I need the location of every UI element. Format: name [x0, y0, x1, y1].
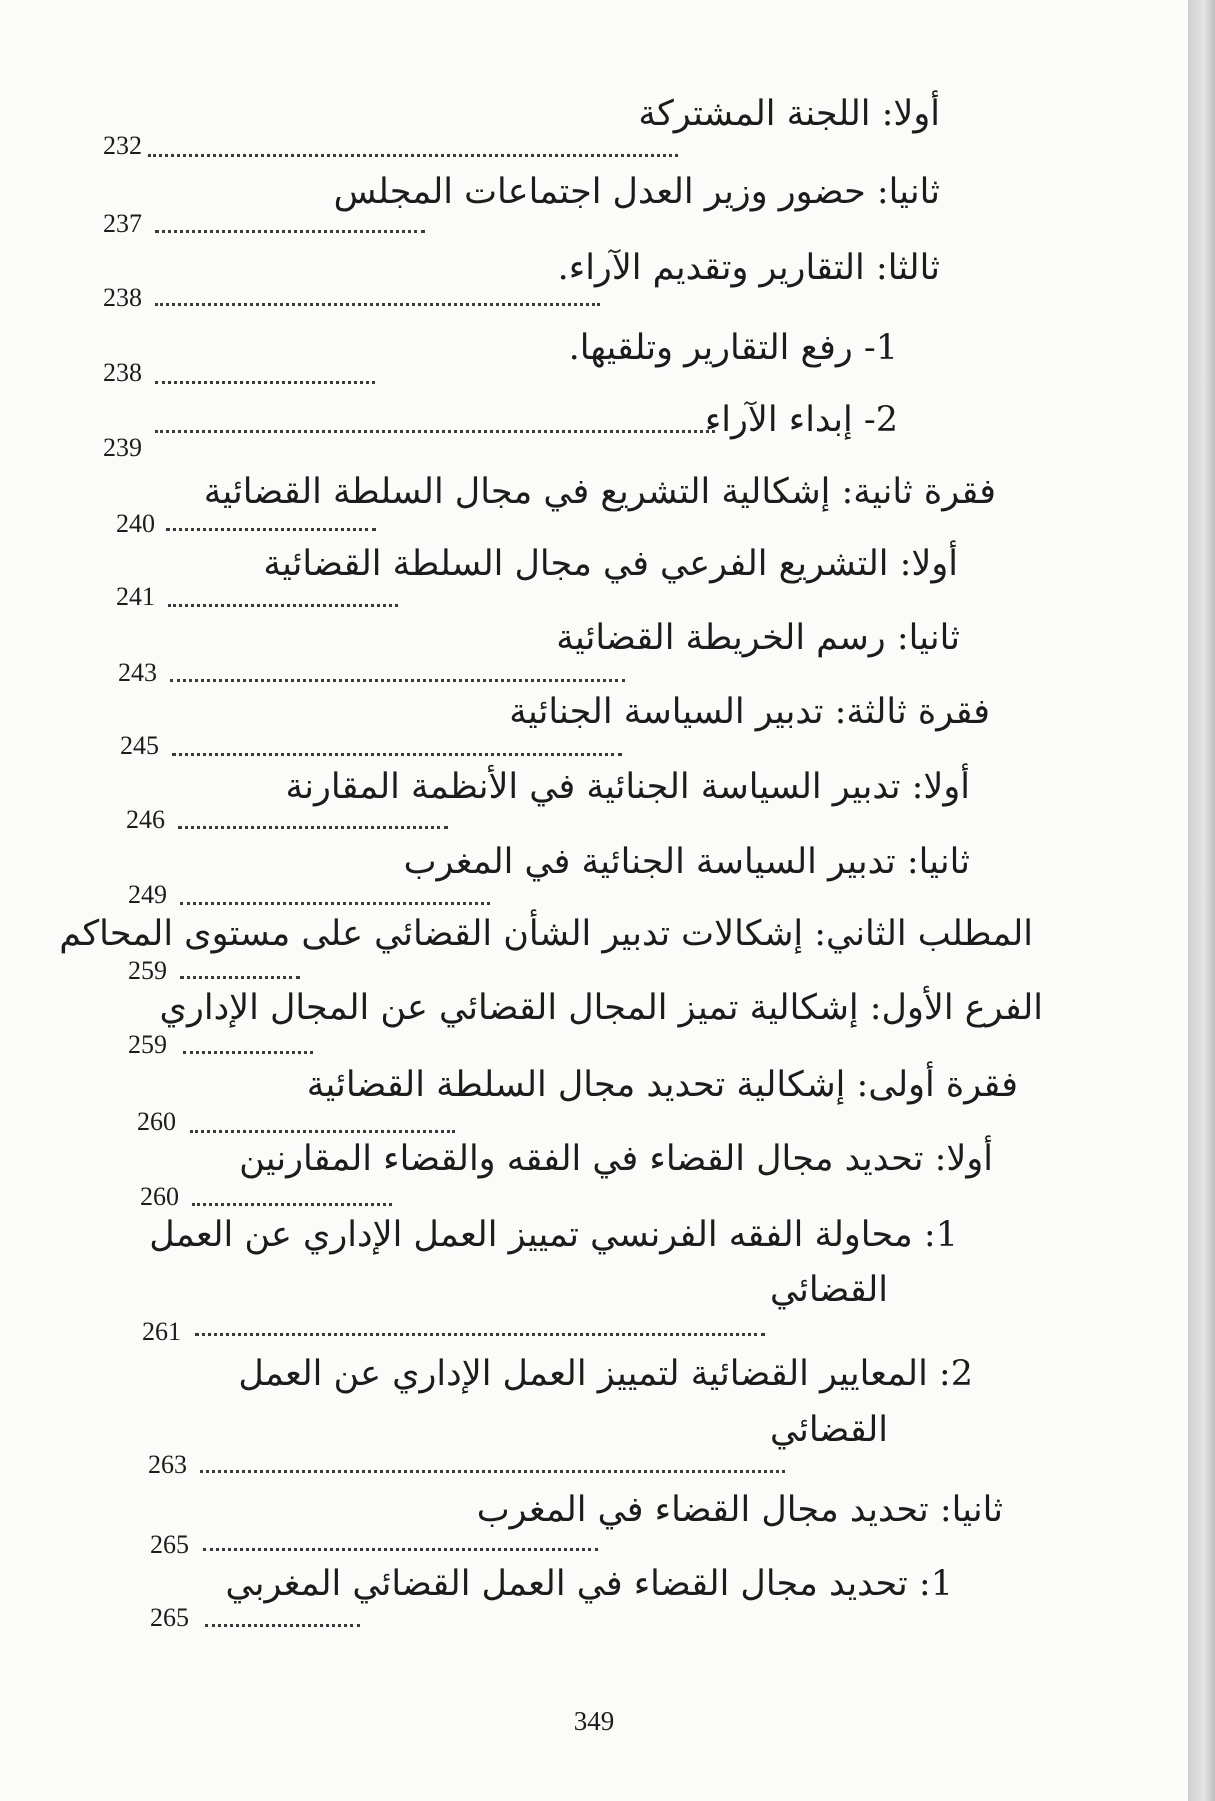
toc-entry-title: فقرة ثالثة: تدبير السياسة الجنائية: [509, 692, 990, 732]
toc-entry-title: فقرة ثانية: إشكالية التشريع في مجال السلطة القضائية: [203, 472, 996, 512]
toc-entry-title: الفرع الأول: إشكالية تميز المجال القضائي عن المجال الإداري: [159, 988, 1043, 1028]
toc-page-number: 241: [116, 582, 155, 611]
toc-entry: [100, 616, 960, 660]
toc-leader-dots: [195, 1333, 765, 1336]
toc-entry-title: ثانيا: تحديد مجال القضاء في المغرب: [476, 1490, 1003, 1530]
toc-page-number: 238: [103, 358, 142, 387]
toc-entry-title: ثانيا: تدبير السياسة الجنائية في المغرب: [403, 842, 970, 882]
toc-leader-dots: [166, 528, 376, 531]
toc-leader-dots: [155, 303, 600, 306]
toc-entry: [100, 470, 996, 514]
toc-page-number: 265: [150, 1530, 189, 1559]
toc-entry-title: أولا: تدبير السياسة الجنائية في الأنظمة المقارنة: [285, 767, 970, 807]
toc-entry: [100, 398, 898, 442]
toc-leader-dots: [168, 604, 398, 607]
toc-leader-dots: [148, 154, 678, 157]
toc-page-number: 237: [103, 209, 142, 238]
toc-entry-title: ثالثا: التقارير وتقديم الآراء.: [557, 248, 940, 288]
toc-entry: [100, 326, 898, 370]
toc-entry: [100, 986, 1043, 1030]
toc-leader-dots: [180, 902, 490, 905]
toc-page-number: 239: [103, 433, 142, 462]
toc-leader-dots: [205, 1624, 360, 1627]
toc-entry-title: أولا: التشريع الفرعي في مجال السلطة القضائية: [263, 544, 958, 584]
toc-leader-dots: [192, 1203, 392, 1206]
toc-page-number: 240: [116, 509, 155, 538]
toc-entry-title: ثانيا: حضور وزير العدل اجتماعات المجلس: [333, 172, 940, 212]
toc-entry-title: ثانيا: رسم الخريطة القضائية: [556, 618, 960, 658]
toc-entry: [100, 170, 940, 214]
toc-page-number: 260: [137, 1107, 176, 1136]
toc-page-number: 263: [148, 1450, 187, 1479]
toc-leader-dots: [155, 381, 375, 384]
toc-leader-dots: [155, 430, 715, 433]
toc-entry: [100, 1137, 993, 1181]
toc-page-number: 232: [103, 131, 142, 160]
toc-entry: [100, 765, 970, 809]
toc-leader-dots: [203, 1548, 598, 1551]
toc-entry-title: 2- إبداء الآراء: [704, 400, 898, 440]
toc-entry: [100, 92, 940, 136]
toc-page-number: 265: [150, 1603, 189, 1632]
toc-page-number: 259: [128, 1030, 167, 1059]
toc-page-number: 249: [128, 880, 167, 909]
toc-entry: [100, 1562, 953, 1606]
toc-entry-title: أولا: اللجنة المشتركة: [638, 94, 940, 134]
toc-entry-title: 1: محاولة الفقه الفرنسي تمييز العمل الإداري عن العمل: [149, 1215, 958, 1255]
toc-leader-dots: [190, 1130, 455, 1133]
toc-leader-dots: [155, 230, 425, 233]
toc-entry: [100, 1488, 1003, 1532]
toc-entry: [100, 840, 970, 884]
toc-entry-title-continuation: القضائي: [769, 1410, 888, 1450]
toc-leader-dots: [180, 976, 300, 979]
toc-entry-continuation: [100, 1268, 888, 1312]
toc-page-number: 260: [140, 1182, 179, 1211]
toc-entry: [100, 246, 940, 290]
toc-leader-dots: [170, 679, 625, 682]
toc-leader-dots: [172, 753, 622, 756]
toc-entry-title: فقرة أولى: إشكالية تحديد مجال السلطة القضائية: [306, 1065, 1018, 1105]
toc-page-number: 246: [126, 805, 165, 834]
toc-page-number: 238: [103, 283, 142, 312]
toc-entry-title: 1: تحديد مجال القضاء في العمل القضائي المغربي: [225, 1564, 953, 1604]
toc-entry-title: 1- رفع التقارير وتلقيها.: [568, 328, 898, 368]
toc-entry: [100, 1352, 973, 1396]
toc-entry: [100, 1063, 1018, 1107]
toc-entry-title: 2: المعايير القضائية لتمييز العمل الإداري عن العمل: [238, 1354, 973, 1394]
toc-entry-title-continuation: القضائي: [769, 1270, 888, 1310]
toc-entry: [100, 1213, 958, 1257]
toc-entry-title: أولا: تحديد مجال القضاء في الفقه والقضاء المقارنين: [239, 1139, 993, 1179]
toc-leader-dots: [183, 1051, 313, 1054]
toc-page-number: 245: [120, 731, 159, 760]
toc-entry: [59, 912, 1033, 956]
page-number-footer: 349: [573, 1706, 615, 1736]
toc-page-number: 261: [142, 1317, 181, 1346]
toc-entry-title: المطلب الثاني: إشكالات تدبير الشأن القضائي على مستوى المحاكم: [59, 914, 1033, 954]
toc-leader-dots: [200, 1470, 785, 1473]
toc-entry: [100, 542, 958, 586]
toc-leader-dots: [178, 826, 448, 829]
toc-page-number: 259: [128, 956, 167, 985]
toc-page-number: 243: [118, 658, 157, 687]
page-edge: [1188, 0, 1215, 1801]
toc-entry: [100, 690, 990, 734]
toc-entry-continuation: [100, 1408, 888, 1452]
